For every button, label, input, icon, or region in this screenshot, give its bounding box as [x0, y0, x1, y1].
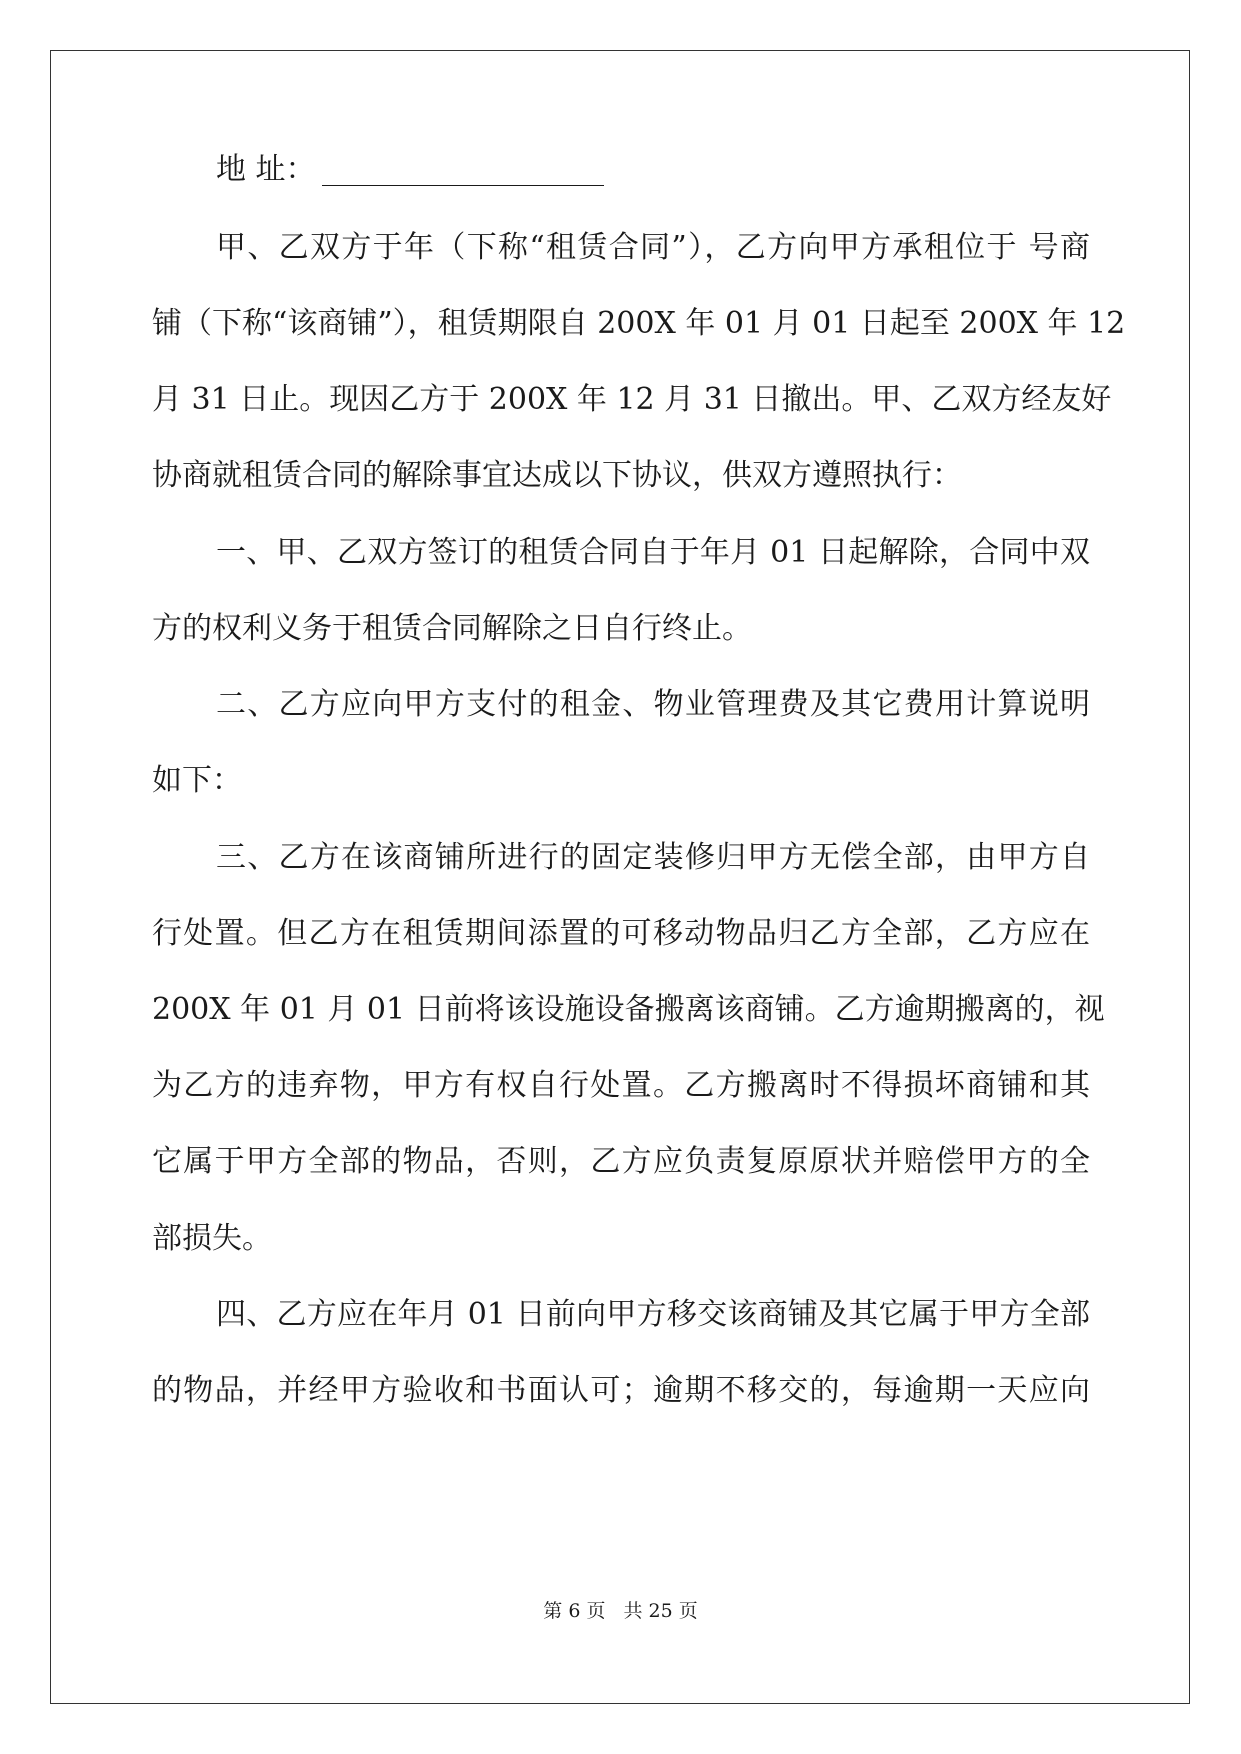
- paragraph-line: 为乙方的违弃物，甲方有权自行处置。乙方搬离时不得损坏商铺和其: [152, 1068, 1090, 1103]
- paragraph-line: 协商就租赁合同的解除事宜达成以下协议，供双方遵照执行：: [152, 458, 962, 493]
- paragraph-line: 200X 年 01 月 01 日前将该设施设备搬离该商铺。乙方逾期搬离的，视: [152, 992, 1105, 1027]
- paragraph-line: 三、乙方在该商铺所进行的固定装修归甲方无偿全部，由甲方自: [216, 840, 1090, 875]
- paragraph-line: 它属于甲方全部的物品，否则，乙方应负责复原原状并赔偿甲方的全: [152, 1144, 1090, 1179]
- paragraph-line: 甲、乙双方于年（下称“租赁合同”），乙方向甲方承租位于 号商: [216, 230, 1090, 265]
- address-label: 地 址：: [216, 152, 316, 187]
- paragraph-line: 如下：: [152, 763, 242, 798]
- address-line: [216, 150, 604, 190]
- paragraph-line: 二、乙方应向甲方支付的租金、物业管理费及其它费用计算说明: [216, 687, 1090, 722]
- address-blank: [322, 157, 604, 186]
- paragraph-line: 一、甲、乙双方签订的租赁合同自于年月 01 日起解除，合同中双: [216, 535, 1090, 570]
- paragraph-line: 部损失。: [152, 1221, 272, 1256]
- paragraph-line: 方的权利义务于租赁合同解除之日自行终止。: [152, 611, 752, 646]
- page-number: 第 6 页: [543, 1600, 606, 1622]
- page-total: 共 25 页: [623, 1600, 698, 1622]
- paragraph-line: 行处置。但乙方在租赁期间添置的可移动物品归乙方全部，乙方应在: [152, 916, 1090, 951]
- page-footer: [0, 1597, 1241, 1625]
- paragraph-line: 的物品，并经甲方验收和书面认可；逾期不移交的，每逾期一天应向: [152, 1373, 1090, 1408]
- paragraph-line: 铺（下称“该商铺”），租赁期限自 200X 年 01 月 01 日起至 200X 年 12: [152, 306, 1126, 341]
- paragraph-line: 四、乙方应在年月 01 日前向甲方移交该商铺及其它属于甲方全部: [216, 1297, 1090, 1332]
- paragraph-line: 月 31 日止。现因乙方于 200X 年 12 月 31 日撤出。甲、乙双方经友好: [152, 382, 1112, 417]
